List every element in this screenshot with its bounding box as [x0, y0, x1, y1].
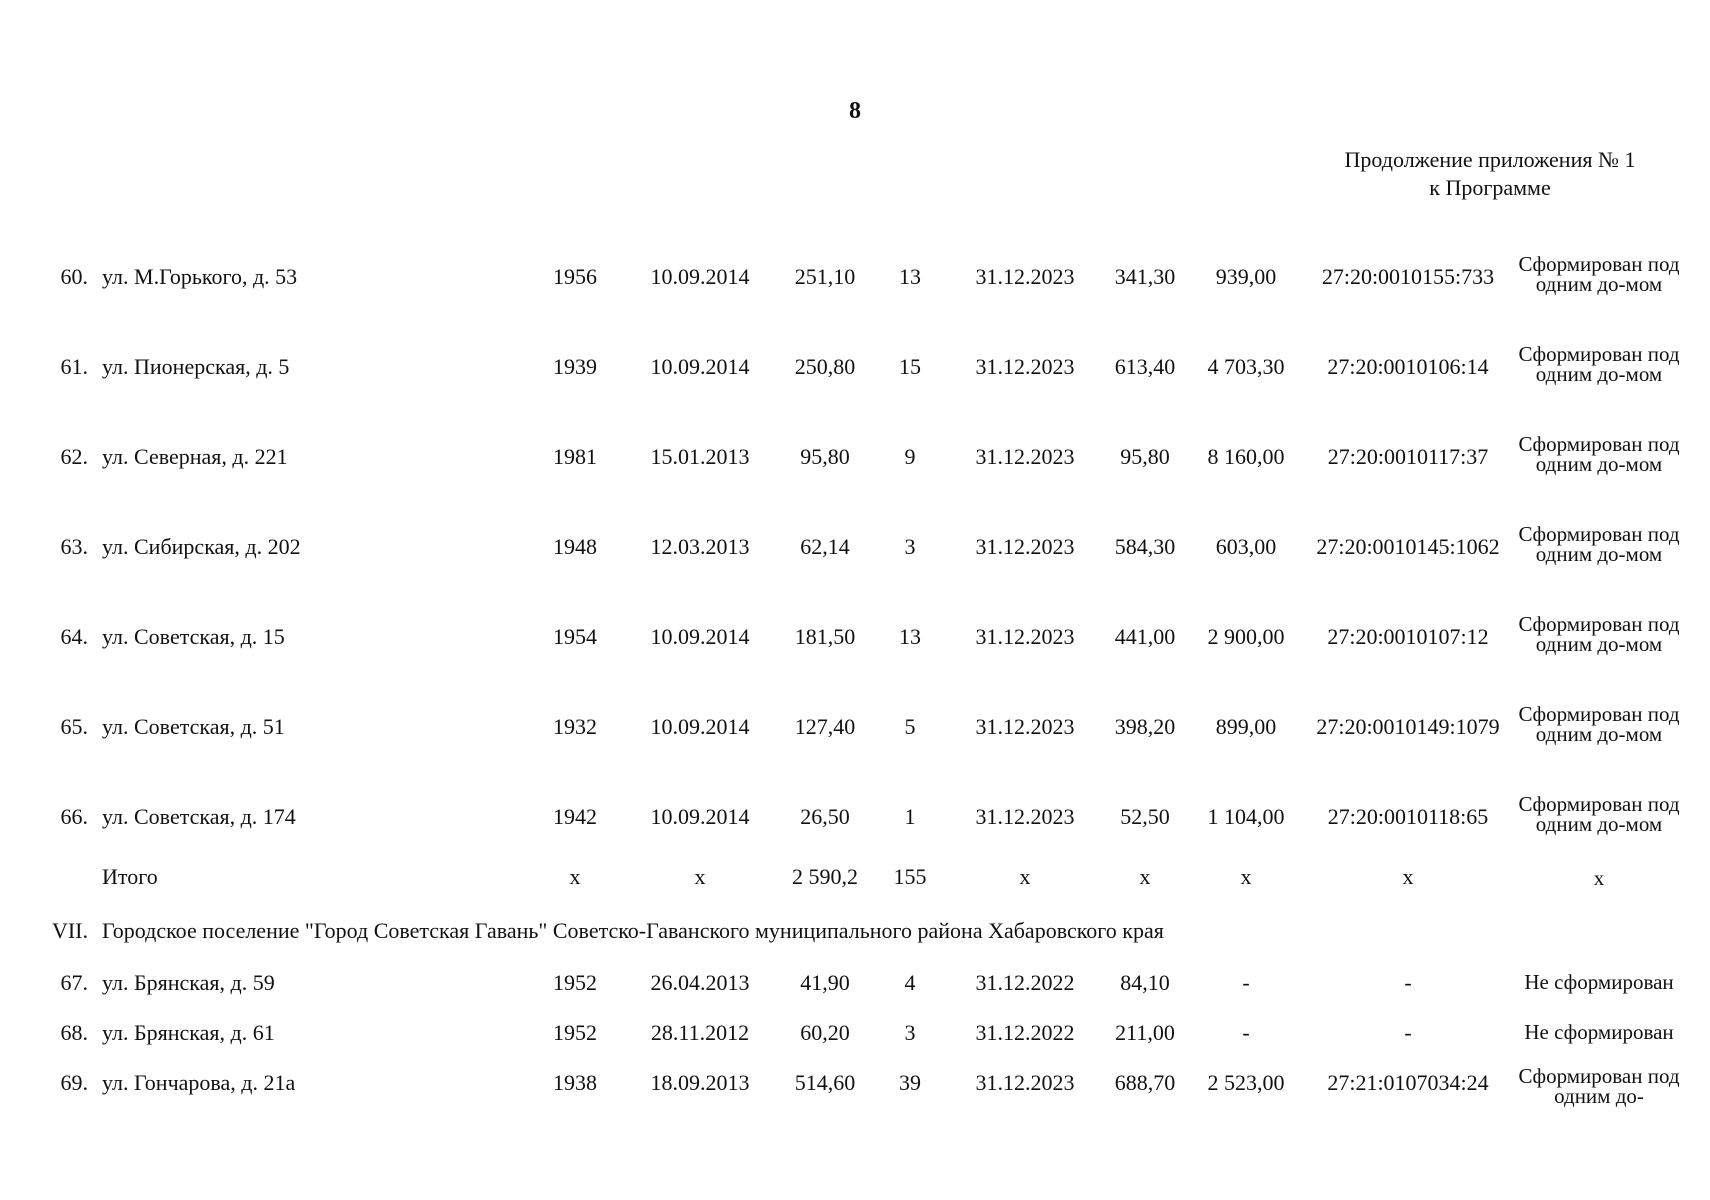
row-land-status: Сформирован под одним до-мом [1518, 432, 1680, 476]
table-row [40, 698, 1680, 788]
table-row [40, 1004, 1680, 1054]
row-address: ул. Советская, д. 15 [102, 624, 285, 649]
row-year: 1981 [553, 444, 597, 469]
total-land-area: х [1240, 864, 1252, 889]
row-date-recognized: 18.09.2013 [650, 1070, 750, 1095]
row-year: 1948 [553, 534, 597, 559]
row-land-status: Сформирован под одним до-мом [1518, 792, 1680, 836]
appendix-heading [1300, 146, 1680, 202]
row-area: 41,90 [800, 970, 850, 995]
row-land-status: Сформирован под одним до-мом [1518, 342, 1680, 386]
row-date-recognized: 10.09.2014 [650, 714, 750, 739]
row-building-area: 688,70 [1114, 1070, 1176, 1095]
row-date-planned: 31.12.2023 [975, 624, 1075, 649]
row-number: 69. [60, 1070, 88, 1095]
row-land-status: Сформирован под одним до-мом [1518, 522, 1680, 566]
row-land-area: 603,00 [1215, 534, 1277, 559]
table-row [40, 428, 1680, 518]
row-cadastral-number: 27:21:0107034:24 [1327, 1070, 1489, 1095]
row-number: 63. [60, 534, 88, 559]
total-date-recognized: х [694, 864, 706, 889]
row-building-area: 341,30 [1114, 264, 1176, 289]
row-date-planned: 31.12.2022 [975, 1020, 1075, 1045]
row-date-recognized: 10.09.2014 [650, 804, 750, 829]
row-year: 1938 [553, 1070, 597, 1095]
housing-table [40, 248, 1680, 1108]
row-year: 1939 [553, 354, 597, 379]
row-cadastral-number: 27:20:0010106:14 [1327, 354, 1489, 379]
row-area: 95,80 [800, 444, 850, 469]
total-year: х [569, 864, 581, 889]
row-address: ул. Северная, д. 221 [102, 444, 288, 469]
row-date-recognized: 10.09.2014 [650, 354, 750, 379]
total-area: 2 590,2 [792, 864, 858, 889]
row-number: 62. [60, 444, 88, 469]
total-cadastral-number: х [1402, 864, 1414, 889]
row-number: 68. [60, 1020, 88, 1045]
row-land-area: 899,00 [1215, 714, 1277, 739]
page-number: 8 [849, 98, 861, 124]
row-date-planned: 31.12.2023 [975, 534, 1075, 559]
row-building-area: 84,10 [1120, 970, 1170, 995]
row-residents: 3 [904, 534, 916, 559]
table-row [40, 248, 1680, 338]
row-land-status: Сформирован под одним до-мом [1518, 252, 1680, 296]
row-number: 66. [60, 804, 88, 829]
row-year: 1952 [553, 1020, 597, 1045]
total-label: Итого [102, 864, 158, 889]
row-date-recognized: 28.11.2012 [650, 1020, 750, 1045]
row-year: 1956 [553, 264, 597, 289]
total-land-status: х [1593, 866, 1605, 890]
row-address: ул. Сибирская, д. 202 [102, 534, 301, 559]
row-area: 60,20 [800, 1020, 850, 1045]
row-land-area: 1 104,00 [1207, 804, 1285, 829]
row-date-recognized: 15.01.2013 [650, 444, 750, 469]
row-residents: 4 [904, 970, 916, 995]
row-building-area: 398,20 [1114, 714, 1176, 739]
row-land-area: - [1242, 970, 1250, 995]
row-land-area: - [1242, 1020, 1250, 1045]
row-residents: 39 [899, 1070, 921, 1095]
table-row [40, 788, 1680, 854]
row-date-planned: 31.12.2023 [975, 264, 1075, 289]
section-number: VII. [51, 918, 88, 943]
row-area: 127,40 [794, 714, 856, 739]
row-residents: 15 [899, 354, 921, 379]
row-land-area: 939,00 [1215, 264, 1277, 289]
row-cadastral-number: - [1404, 1020, 1412, 1045]
row-building-area: 95,80 [1120, 444, 1170, 469]
row-area: 514,60 [794, 1070, 856, 1095]
row-area: 181,50 [794, 624, 856, 649]
section-heading [40, 904, 1680, 954]
row-land-status: Не сформирован [1524, 1020, 1674, 1044]
row-land-status: Не сформирован [1524, 970, 1674, 994]
row-land-status: Сформирован под одним до-мом [1518, 702, 1680, 746]
row-year: 1954 [553, 624, 597, 649]
row-residents: 3 [904, 1020, 916, 1045]
row-address: ул. Пионерская, д. 5 [102, 354, 290, 379]
row-land-status: Сформирован под одним до-мом [1518, 612, 1680, 656]
row-address: ул. Брянская, д. 61 [102, 1020, 275, 1045]
row-date-planned: 31.12.2023 [975, 804, 1075, 829]
row-residents: 13 [899, 624, 921, 649]
row-residents: 1 [904, 804, 916, 829]
row-address: ул. Советская, д. 174 [102, 804, 296, 829]
row-cadastral-number: 27:20:0010155:733 [1321, 264, 1495, 289]
section-title: Городское поселение "Город Советская Гавань" Советско-Гаванского муниципального района Хабаровского края [102, 918, 1164, 943]
row-date-recognized: 26.04.2013 [650, 970, 750, 995]
row-cadastral-number: - [1404, 970, 1412, 995]
row-number: 64. [60, 624, 88, 649]
appendix-heading-line1: Продолжение приложения № 1 [1344, 147, 1636, 172]
row-address: ул. Брянская, д. 59 [102, 970, 275, 995]
row-building-area: 584,30 [1114, 534, 1176, 559]
row-number: 65. [60, 714, 88, 739]
row-date-planned: 31.12.2023 [975, 1070, 1075, 1095]
row-building-area: 441,00 [1114, 624, 1176, 649]
row-address: ул. Советская, д. 51 [102, 714, 285, 739]
row-building-area: 613,40 [1114, 354, 1176, 379]
row-year: 1932 [553, 714, 597, 739]
row-date-planned: 31.12.2023 [975, 444, 1075, 469]
row-address: ул. Гончарова, д. 21а [102, 1070, 296, 1095]
row-land-area: 2 523,00 [1207, 1070, 1285, 1095]
row-cadastral-number: 27:20:0010145:1062 [1316, 534, 1500, 559]
row-cadastral-number: 27:20:0010118:65 [1327, 804, 1489, 829]
row-land-area: 2 900,00 [1207, 624, 1285, 649]
row-number: 67. [60, 970, 88, 995]
row-building-area: 52,50 [1120, 804, 1170, 829]
row-cadastral-number: 27:20:0010107:12 [1327, 624, 1489, 649]
row-date-planned: 31.12.2023 [975, 714, 1075, 739]
row-cadastral-number: 27:20:0010149:1079 [1316, 714, 1500, 739]
row-date-recognized: 10.09.2014 [650, 624, 750, 649]
table-row [40, 608, 1680, 698]
row-number: 61. [60, 354, 88, 379]
row-land-status: Сформирован под одним до- [1518, 1064, 1680, 1108]
row-land-area: 8 160,00 [1207, 444, 1285, 469]
row-date-recognized: 10.09.2014 [650, 264, 750, 289]
row-area: 250,80 [794, 354, 856, 379]
table-row [40, 1054, 1680, 1108]
row-year: 1942 [553, 804, 597, 829]
table-row [40, 518, 1680, 608]
row-area: 251,10 [794, 264, 856, 289]
row-area: 62,14 [800, 534, 850, 559]
row-area: 26,50 [800, 804, 850, 829]
total-row [40, 854, 1680, 904]
row-building-area: 211,00 [1115, 1020, 1175, 1045]
row-residents: 9 [904, 444, 916, 469]
total-building-area: х [1139, 864, 1151, 889]
row-land-area: 4 703,30 [1207, 354, 1285, 379]
row-address: ул. М.Горького, д. 53 [102, 264, 298, 289]
row-residents: 5 [904, 714, 916, 739]
row-date-planned: 31.12.2022 [975, 970, 1075, 995]
row-year: 1952 [553, 970, 597, 995]
row-date-planned: 31.12.2023 [975, 354, 1075, 379]
row-number: 60. [60, 264, 88, 289]
appendix-heading-line2: к Программе [1429, 175, 1551, 200]
table-row [40, 954, 1680, 1004]
total-residents: 155 [893, 864, 927, 889]
row-residents: 13 [899, 264, 921, 289]
table-row [40, 338, 1680, 428]
total-date-planned: х [1019, 864, 1031, 889]
row-date-recognized: 12.03.2013 [650, 534, 750, 559]
row-cadastral-number: 27:20:0010117:37 [1327, 444, 1489, 469]
